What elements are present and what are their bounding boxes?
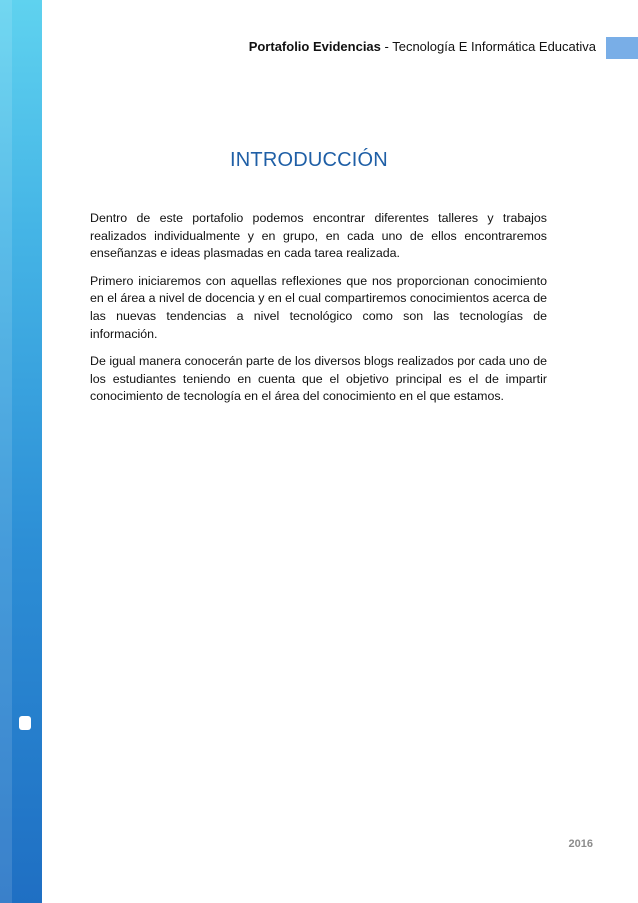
side-bar-highlight <box>0 0 12 903</box>
page-header <box>249 39 596 54</box>
paragraph-3: De igual manera conocerán parte de los diversos blogs realizados por cada uno de los estudiantes teniendo en cuenta que el objetivo principal es el de impartir conocimiento de tecnología en el área del conocimiento en el que estamos. <box>90 354 547 404</box>
header-subtitle: Tecnología E Informática Educativa <box>392 39 596 54</box>
header-corner-tab <box>606 37 638 59</box>
paragraph-1: Dentro de este portafolio podemos encontrar diferentes talleres y trabajos realizados individualmente y en grupo, en cada uno de ellos encontraremos enseñanzas e ideas plasmadas en cada tarea realizada. <box>90 211 547 261</box>
decorative-side-bar <box>0 0 42 903</box>
side-bar-square-marker <box>19 716 31 730</box>
body-text <box>90 210 547 416</box>
paragraph-2: Primero iniciaremos con aquellas reflexiones que nos proporcionan conocimiento en el área a nivel de docencia y en el cual compartiremos conocimientos acerca de las nuevas tendencias a nivel tecnológico como son las tecnologías de información. <box>90 273 547 341</box>
header-separator: - <box>380 39 393 54</box>
footer-year: 2016 <box>568 838 593 850</box>
section-heading: INTRODUCCIÓN <box>230 149 388 171</box>
header-title: Portafolio Evidencias <box>248 39 381 54</box>
